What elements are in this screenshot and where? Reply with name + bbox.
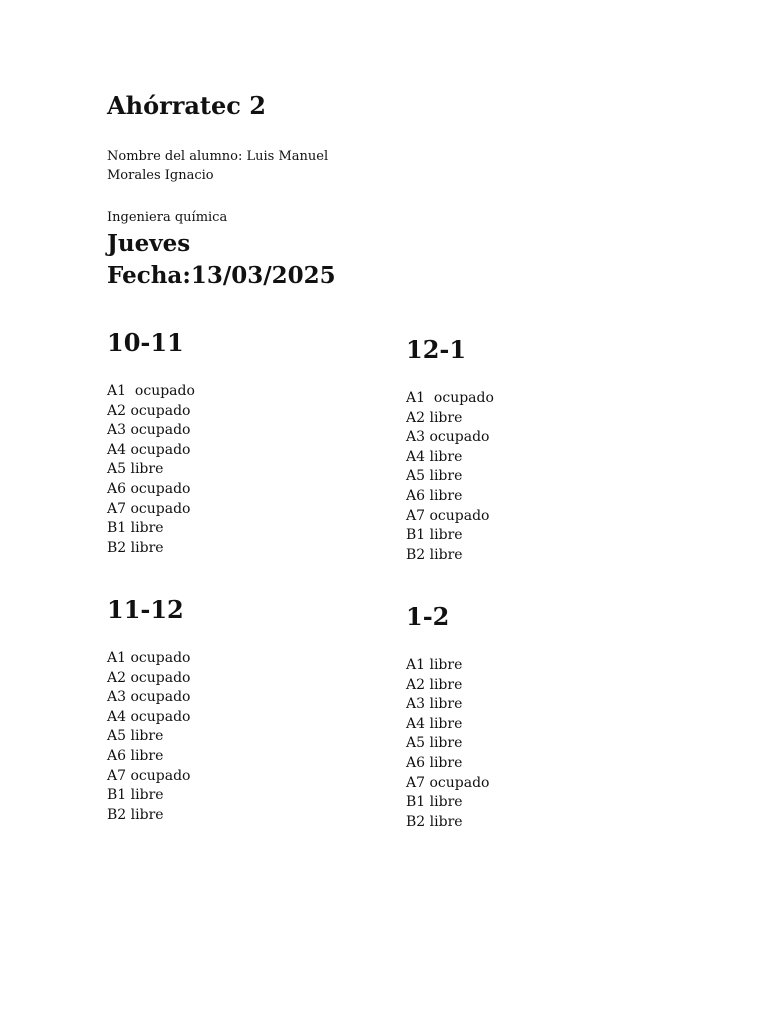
space-status-item: A6 libre (406, 487, 463, 504)
space-status-item: A3 ocupado (107, 689, 191, 706)
time-slot-heading: 12-1 (406, 335, 467, 364)
space-status-item: A3 ocupado (107, 422, 191, 439)
space-status-item: B1 libre (107, 787, 164, 804)
space-status-item: B2 libre (107, 539, 164, 556)
space-status-item: A2 libre (406, 409, 463, 426)
schedule-block-11-12 (107, 594, 191, 823)
date-label: Fecha:13/03/2025 (107, 262, 336, 289)
space-status-item: A6 libre (406, 754, 463, 771)
space-status-item: A5 libre (107, 461, 164, 478)
space-status-item: A5 libre (107, 728, 164, 745)
time-slot-heading: 10-11 (107, 328, 184, 357)
space-status-list (107, 382, 195, 558)
space-status-item: A4 libre (406, 448, 463, 465)
space-status-item: A6 ocupado (107, 480, 191, 497)
time-slot-heading: 1-2 (406, 602, 450, 631)
space-status-item: B1 libre (406, 794, 463, 811)
document-title: Ahórratec 2 (107, 91, 266, 120)
day-label: Jueves (107, 230, 191, 257)
space-status-item: A1 ocupado (107, 650, 191, 666)
space-status-item: A1 ocupado (107, 383, 195, 399)
space-status-item: A4 ocupado (107, 708, 191, 725)
space-status-list (406, 656, 489, 832)
space-status-item: B1 libre (107, 520, 164, 537)
space-status-item: A5 libre (406, 468, 463, 485)
space-status-item: A2 ocupado (107, 669, 191, 686)
space-status-item: B1 libre (406, 527, 463, 544)
space-status-item: A1 libre (406, 657, 463, 673)
space-status-item: A5 libre (406, 735, 463, 752)
space-status-item: A3 ocupado (406, 429, 490, 446)
space-status-item: A6 libre (107, 747, 164, 764)
space-status-item: A3 libre (406, 696, 463, 713)
space-status-item: A2 ocupado (107, 402, 191, 419)
space-status-list (107, 649, 190, 825)
space-status-item: B2 libre (107, 806, 164, 823)
space-status-item: A2 libre (406, 676, 463, 693)
time-slot-heading: 11-12 (107, 595, 184, 624)
schedule-block-10-11 (107, 327, 195, 556)
space-status-item: A7 ocupado (107, 500, 191, 517)
student-name: Nombre del alumno: Luis Manuel Morales Ignacio (107, 149, 329, 183)
space-status-item: A1 ocupado (406, 390, 494, 406)
space-status-list (406, 389, 494, 565)
space-status-item: A7 ocupado (406, 507, 490, 524)
schedule-block-12-1 (406, 334, 494, 563)
space-status-item: B2 libre (406, 546, 463, 563)
space-status-item: A4 libre (406, 715, 463, 732)
space-status-item: B2 libre (406, 813, 463, 830)
space-status-item: A7 ocupado (406, 774, 490, 791)
schedule-block-1-2 (406, 601, 490, 830)
space-status-item: A7 ocupado (107, 767, 191, 784)
space-status-item: A4 ocupado (107, 441, 191, 458)
career-label: Ingeniera química (107, 210, 228, 225)
